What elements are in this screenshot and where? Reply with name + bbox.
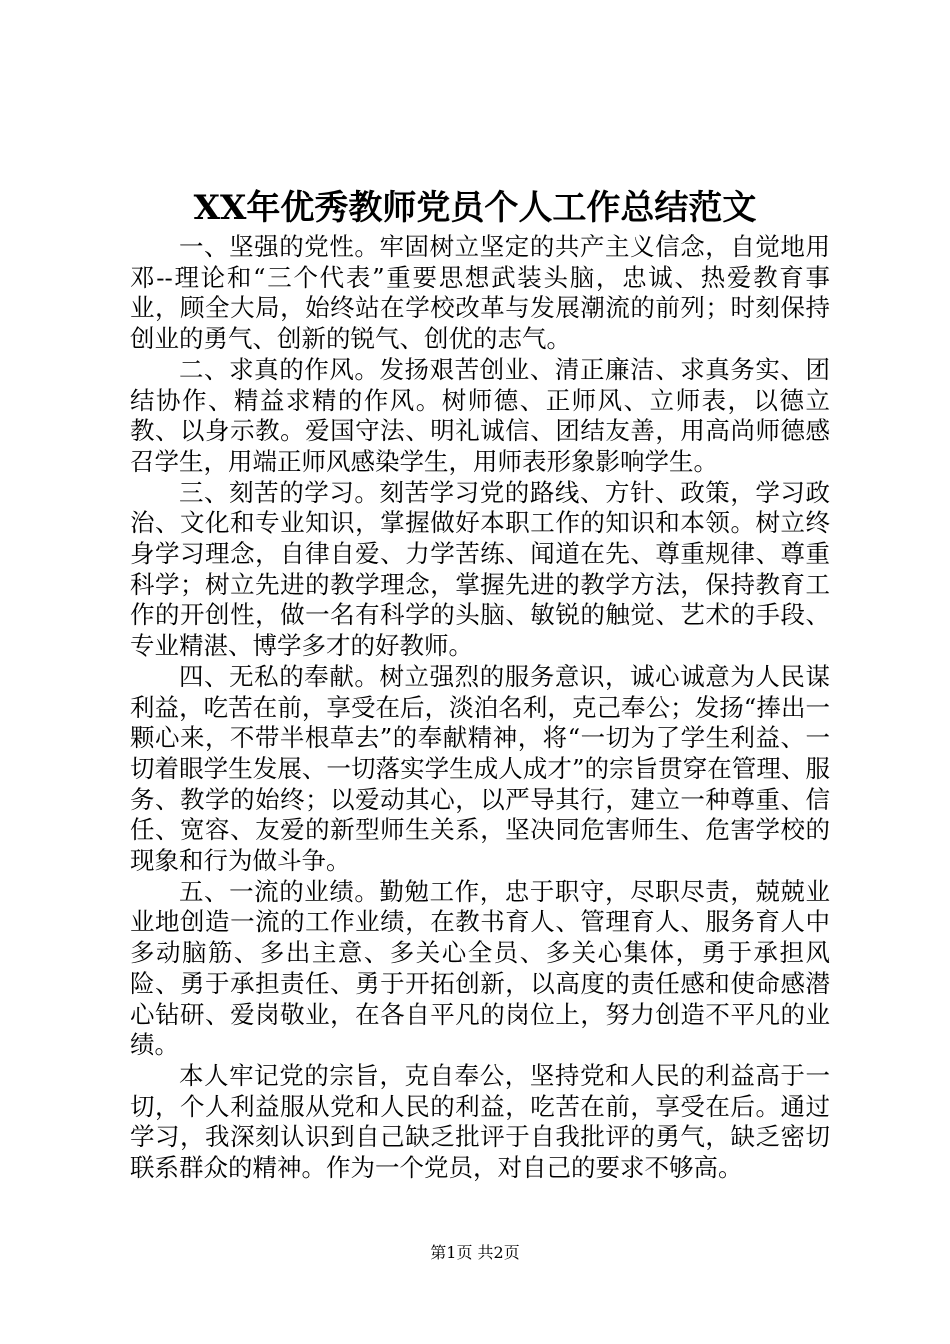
paragraph-6: 本人牢记党的宗旨，克自奉公，坚持党和人民的利益高于一切，个人利益服从党和人民的利益，吃苦在前，享受在后。通过学习，我深刻认识到自己缺乏批评于自我批评的勇气，缺乏密切联系群众的精神。作为一个党员，对自己的要求不够高。 [130, 1060, 830, 1183]
paragraph-1: 一、坚强的党性。牢固树立坚定的共产主义信念，自觉地用邓--理论和“三个代表”重要思想武装头脑，忠诚、热爱教育事业，顾全大局，始终站在学校改革与发展潮流的前列；时刻保持创业的勇气、创新的锐气、创优的志气。 [130, 232, 830, 354]
paragraph-4: 四、无私的奉献。树立强烈的服务意识，诚心诚意为人民谋利益，吃苦在前，享受在后，淡泊名利，克己奉公；发扬“捧出一颗心来，不带半根草去”的奉献精神，将“一切为了学生利益、一切着眼学生发展、一切落实学生成人成才”的宗旨贯穿在管理、服务、教学的始终；以爱动其心，以严导其行，建立一种尊重、信任、宽容、友爱的新型师生关系，坚决同危害师生、危害学校的现象和行为做斗争。 [130, 661, 830, 876]
paragraph-3: 三、刻苦的学习。刻苦学习党的路线、方针、政策，学习政治、文化和专业知识，掌握做好本职工作的知识和本领。树立终身学习理念，自律自爱、力学苦练、闻道在先、尊重规律、尊重科学；树立先进的教学理念，掌握先进的教学方法，保持教育工作的开创性，做一名有科学的头脑、敏锐的触觉、艺术的手段、专业精湛、博学多才的好教师。 [130, 477, 830, 661]
paragraph-2: 二、求真的作风。发扬艰苦创业、清正廉洁、求真务实、团结协作、精益求精的作风。树师德、正师风、立师表，以德立教、以身示教。爱国守法、明礼诚信、团结友善，用高尚师德感召学生，用端正师风感染学生，用师表形象影响学生。 [130, 354, 830, 476]
paragraph-5: 五、一流的业绩。勤勉工作，忠于职守，尽职尽责，兢兢业业地创造一流的工作业绩，在教书育人、管理育人、服务育人中多动脑筋、多出主意、多关心全员、多关心集体，勇于承担风险、勇于承担责任、勇于开拓创新，以高度的责任感和使命感潜心钻研、爱岗敬业，在各自平凡的岗位上，努力创造不平凡的业绩。 [130, 876, 830, 1060]
document-body [130, 232, 830, 1184]
document-title: XX年优秀教师党员个人工作总结范文 [193, 188, 757, 228]
page-footer: 第1页 共2页 [430, 1243, 520, 1262]
